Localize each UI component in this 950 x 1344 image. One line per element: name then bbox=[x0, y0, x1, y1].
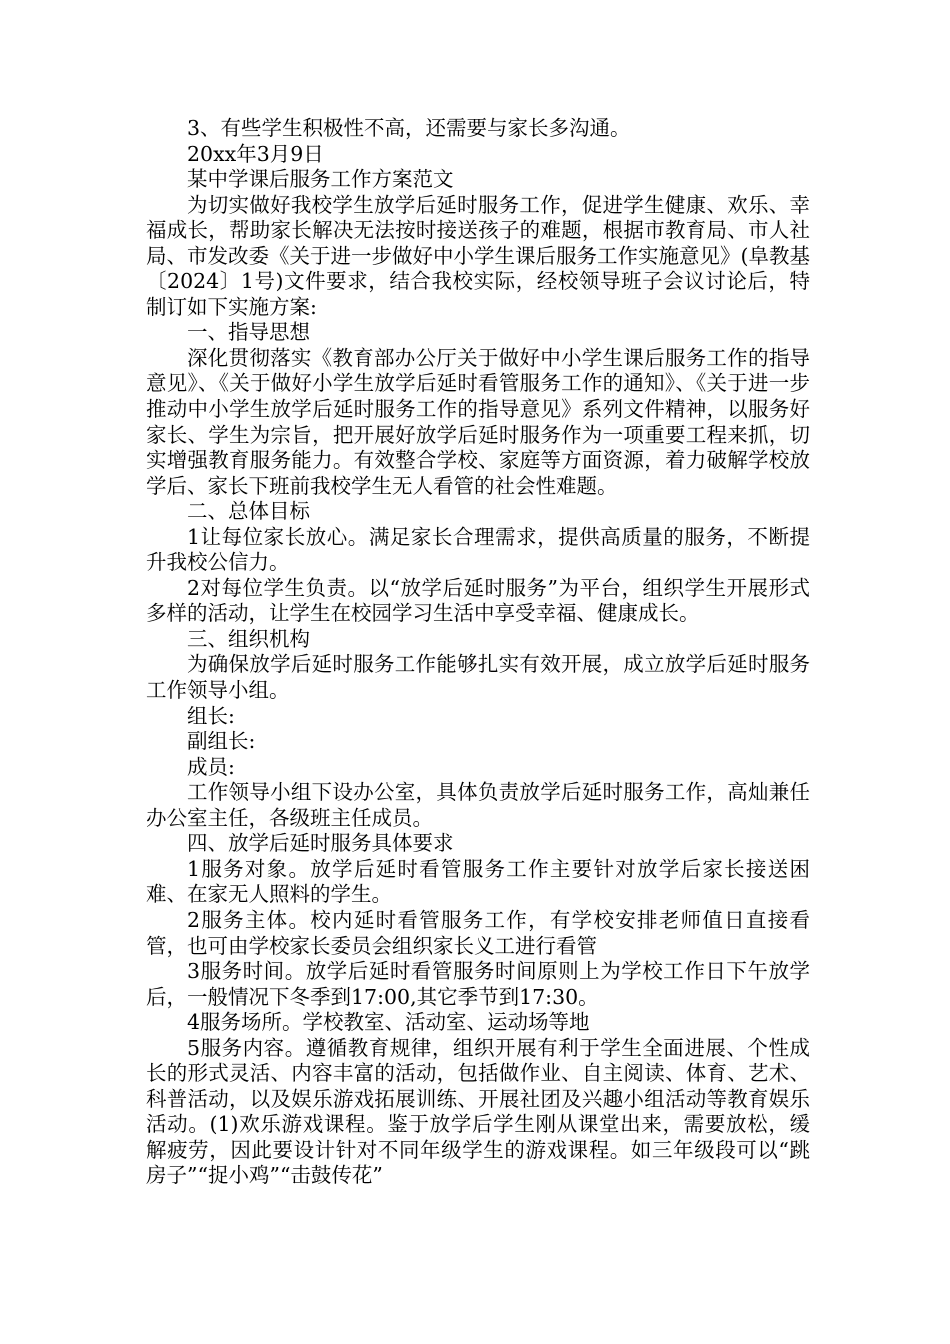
paragraph-organization: 为确保放学后延时服务工作能够扎实有效开展，成立放学后延时服务工作领导小组。 bbox=[146, 652, 810, 703]
paragraph-service-venue: 4服务场所。学校教室、活动室、运动场等地 bbox=[187, 1010, 590, 1035]
section-heading-guiding-ideology: 一、指导思想 bbox=[187, 320, 310, 345]
paragraph-service-targets: 1服务对象。放学后延时看管服务工作主要针对放学后家长接送困难、在家无人照料的学生。 bbox=[146, 856, 810, 907]
document-page bbox=[146, 116, 810, 1189]
paragraph-leader: 组长: bbox=[187, 703, 235, 728]
paragraph-closing-note: 3、有些学生积极性不高，还需要与家长多沟通。 bbox=[187, 116, 631, 140]
paragraph-date: 20xx年3月9日 bbox=[187, 141, 324, 166]
paragraph-service-providers: 2服务主体。校内延时看管服务工作，有学校安排老师值日直接看管，也可由学校家长委员会组织家长义工进行看管 bbox=[146, 907, 810, 958]
paragraph-office: 工作领导小组下设办公室，具体负责放学后延时服务工作，高灿兼任办公室主任，各级班主任成员。 bbox=[146, 780, 810, 830]
paragraph-goal-2: 2对每位学生负责。以“放学后延时服务”为平台，组织学生开展形式多样的活动，让学生在校园学习生活中享受幸福、健康成长。 bbox=[146, 575, 810, 626]
paragraph-intro: 为切实做好我校学生放学后延时服务工作，促进学生健康、欢乐、幸福成长，帮助家长解决无法按时接送孩子的难题，根据市教育局、市人社局、市发改委《关于进一步做好中小学生课后服务工作实施意见》(阜教基〔2024〕1号)文件要求，结合我校实际，经校领导班子会议讨论后，特制订如下实施方案: bbox=[146, 192, 810, 319]
paragraph-members: 成员: bbox=[187, 754, 235, 779]
paragraph-guiding-ideology: 深化贯彻落实《教育部办公厅关于做好中小学生课后服务工作的指导意见》、《关于做好小学生放学后延时看管服务工作的通知》、《关于进一步推动中小学生放学后延时服务工作的指导意见》系列文件精神，以服务好家长、学生为宗旨，把开展好放学后延时服务作为一项重要工程来抓，切实增强教育服务能力。有效整合学校、家庭等方面资源，着力破解学校放学后、家长下班前我校学生无人看管的社会性难题。 bbox=[146, 345, 810, 498]
paragraph-deputy-leader: 副组长: bbox=[187, 729, 256, 754]
section-heading-overall-goals: 二、总体目标 bbox=[187, 499, 310, 524]
document-title: 某中学课后服务工作方案范文 bbox=[187, 167, 454, 192]
paragraph-goal-1: 1让每位家长放心。满足家长合理需求，提供高质量的服务，不断提升我校公信力。 bbox=[146, 524, 810, 575]
paragraph-service-time: 3服务时间。放学后延时看管服务时间原则上为学校工作日下午放学后，一般情况下冬季到17:00,其它季节到17:30。 bbox=[146, 959, 810, 1009]
section-heading-requirements: 四、放学后延时服务具体要求 bbox=[187, 831, 454, 856]
section-heading-organization: 三、组织机构 bbox=[187, 626, 310, 651]
paragraph-service-content: 5服务内容。遵循教育规律，组织开展有利于学生全面进展、个性成长的形式灵活、内容丰富的活动，包括做作业、自主阅读、体育、艺术、科普活动，以及娱乐游戏拓展训练、开展社团及兴趣小组活动等教育娱乐活动。(1)欢乐游戏课程。鉴于放学后学生刚从课堂出来，需要放松，缓解疲劳，因此要设计针对不同年级学生的游戏课程。如三年级段可以“跳房子”“捉小鸡”“击鼓传花” bbox=[146, 1035, 810, 1188]
